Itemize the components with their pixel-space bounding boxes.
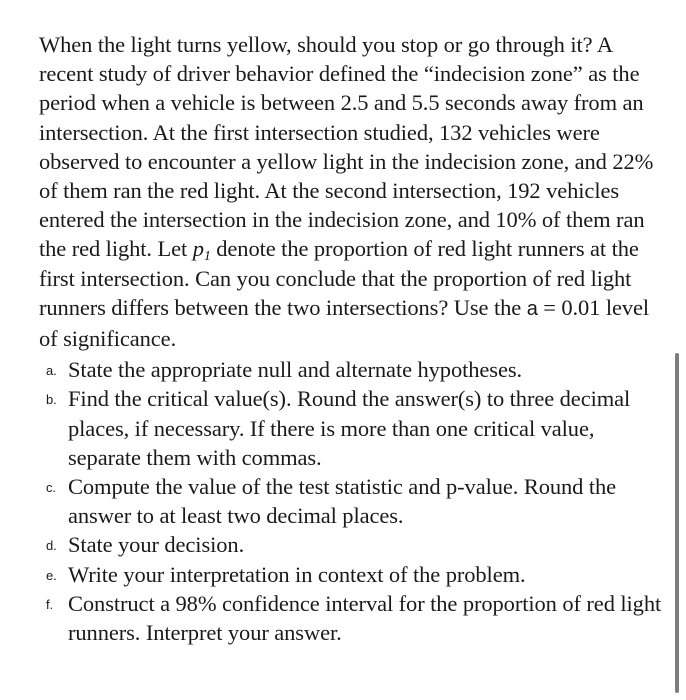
intro-text-middle: denote the proportion of red light runners at the first intersection. Can you conclude that the proportion of red light runners differs between the two intersections? Use the	[39, 236, 639, 320]
part-text: Find the critical value(s). Round the answer(s) to three decimal places, if necessary. If there is more than one critical value, separate them with commas.	[68, 386, 631, 470]
part-marker: f.	[46, 596, 54, 612]
part-text: Write your interpretation in context of the problem.	[68, 561, 526, 587]
problem-statement	[39, 30, 671, 647]
intro-text-end: = 0.01 level of significance.	[39, 294, 650, 352]
part-marker: c.	[46, 480, 56, 496]
part-marker: d.	[46, 538, 57, 554]
proportion-variable-subscript: 1	[203, 249, 211, 265]
alpha-symbol: a	[526, 297, 538, 320]
part-marker: b.	[46, 392, 57, 408]
part-marker: e.	[46, 567, 57, 583]
part-marker: a.	[46, 363, 57, 379]
vertical-scrollbar[interactable]	[675, 353, 679, 693]
intro-text-start: When the light turns yellow, should you stop or go through it? A recent study of driver behavior defined the “indecision zone” as the period when a vehicle is between 2.5 and 5.5 seconds away from an intersection. At the first intersection studied, 132 vehicles were observed to encounter a yellow light in the indecision zone, and 22% of them ran the red light. At the second intersection, 192 vehicles entered the intersection in the indecision zone, and 10% of them ran the red light. Let	[39, 32, 654, 262]
part-text: State your decision.	[68, 532, 245, 558]
problem-intro	[39, 30, 671, 353]
question-part-c	[39, 472, 671, 530]
part-text: Construct a 98% confidence interval for the proportion of red light runners. Interpret your answer.	[68, 590, 662, 646]
part-text: Compute the value of the test statistic and p-value. Round the answer to at least two decimal places.	[68, 474, 617, 529]
question-parts-list	[39, 355, 671, 647]
question-part-a	[39, 355, 671, 384]
proportion-variable-symbol: p	[192, 236, 204, 262]
question-part-e	[39, 560, 671, 589]
question-part-b	[39, 384, 671, 472]
question-part-f	[39, 589, 671, 647]
part-text: State the appropriate null and alternate hypotheses.	[68, 357, 523, 383]
question-part-d	[39, 530, 671, 559]
proportion-variable	[192, 236, 211, 265]
